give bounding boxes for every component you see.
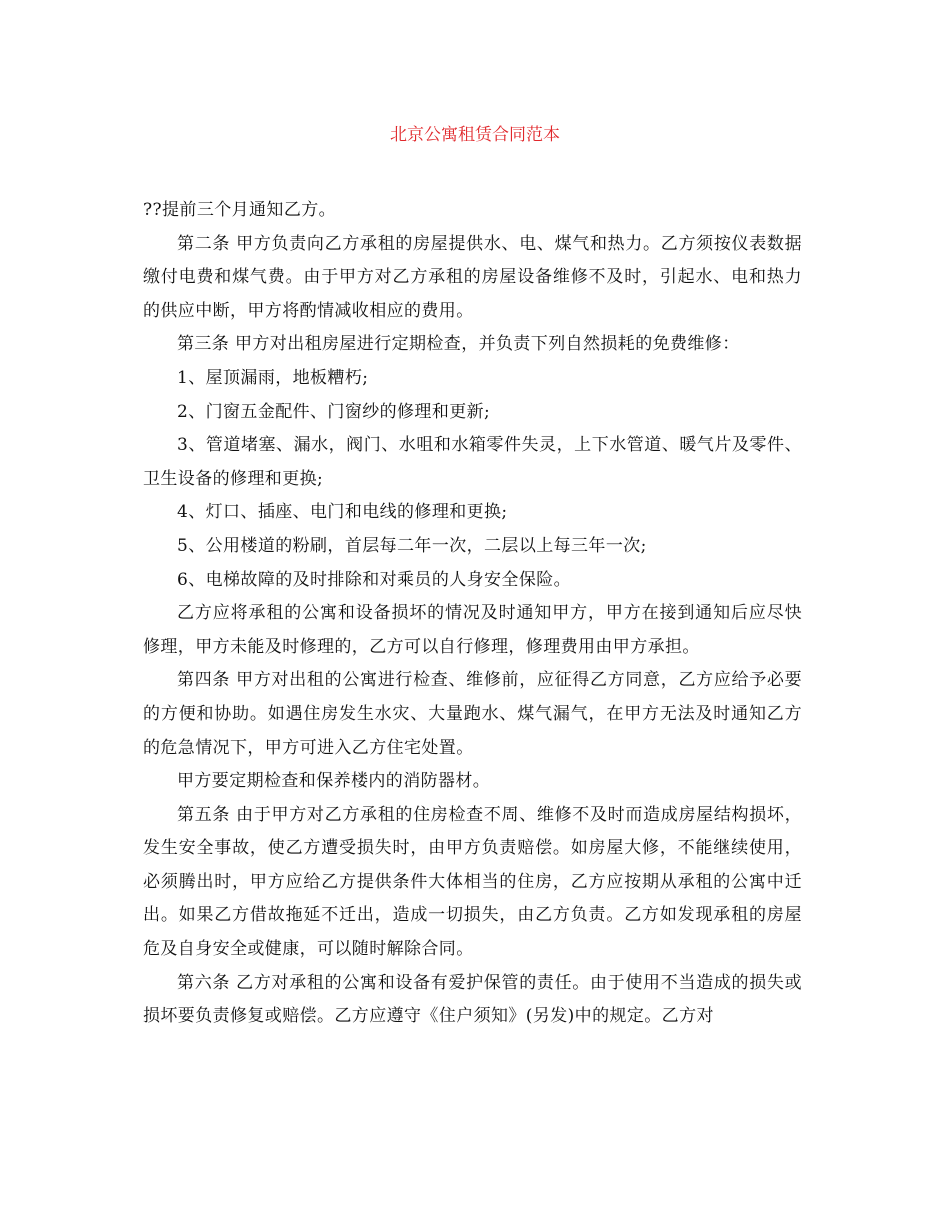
list-item: 2、门窗五金配件、门窗纱的修理和更新; <box>177 401 491 422</box>
paragraph: 第六条 乙方对承租的公寓和设备有爱护保管的责任。由于使用不当造成的损失或损坏要负责修复或赔偿。乙方应遵守《住户须知》(另发)中的规定。乙方对 <box>143 972 802 1027</box>
list-item: 6、电梯故障的及时排除和对乘员的人身安全保险。 <box>177 569 572 590</box>
paragraph: 乙方应将承租的公寓和设备损坏的情况及时通知甲方，甲方在接到通知后应尽快修理，甲方未能及时修理的，乙方可以自行修理，修理费用由甲方承担。 <box>143 603 802 657</box>
paragraph: 第二条 甲方负责向乙方承租的房屋提供水、电、煤气和热力。乙方须按仪表数据缴付电费和煤气费。由于甲方对乙方承租的房屋设备维修不及时，引起水、电和热力的供应中断，甲方将酌情减收相应的费用。 <box>143 233 802 321</box>
document-body <box>143 194 802 1034</box>
paragraph: 甲方要定期检查和保养楼内的消防器材。 <box>177 771 491 792</box>
paragraph: 第四条 甲方对出租的公寓进行检查、维修前，应征得乙方同意，乙方应给予必要的方便和协助。如遇住房发生水灾、大量跑水、煤气漏气，在甲方无法及时通知乙方的危急情况下，甲方可进入乙方住宅处置。 <box>143 670 802 758</box>
paragraph: ??提前三个月通知乙方。 <box>143 200 337 220</box>
list-item: 4、灯口、插座、电门和电线的修理和更换; <box>177 502 508 523</box>
paragraph: 第三条 甲方对出租房屋进行定期检查，并负责下列自然损耗的免费维修： <box>177 334 740 355</box>
list-item: 3、管道堵塞、漏水，阀门、水咀和水箱零件失灵，上下水管道、暖气片及零件、卫生设备的修理和更换; <box>143 435 802 489</box>
paragraph: 第五条 由于甲方对乙方承租的住房检查不周、维修不及时而造成房屋结构损坏，发生安全事故，使乙方遭受损失时，由甲方负责赔偿。如房屋大修，不能继续使用，必须腾出时，甲方应给乙方提供条件大体相当的住房，乙方应按期从承租的公寓中迁出。如果乙方借故拖延不迁出，造成一切损失，由乙方负责。乙方如发现承租的房屋危及自身安全或健康，可以随时解除合同。 <box>143 804 802 960</box>
list-item: 5、公用楼道的粉刷，首层每二年一次，二层以上每三年一次; <box>177 535 647 556</box>
document-title: 北京公寓租赁合同范本 <box>390 125 560 145</box>
list-item: 1、屋顶漏雨，地板糟朽; <box>177 367 369 388</box>
